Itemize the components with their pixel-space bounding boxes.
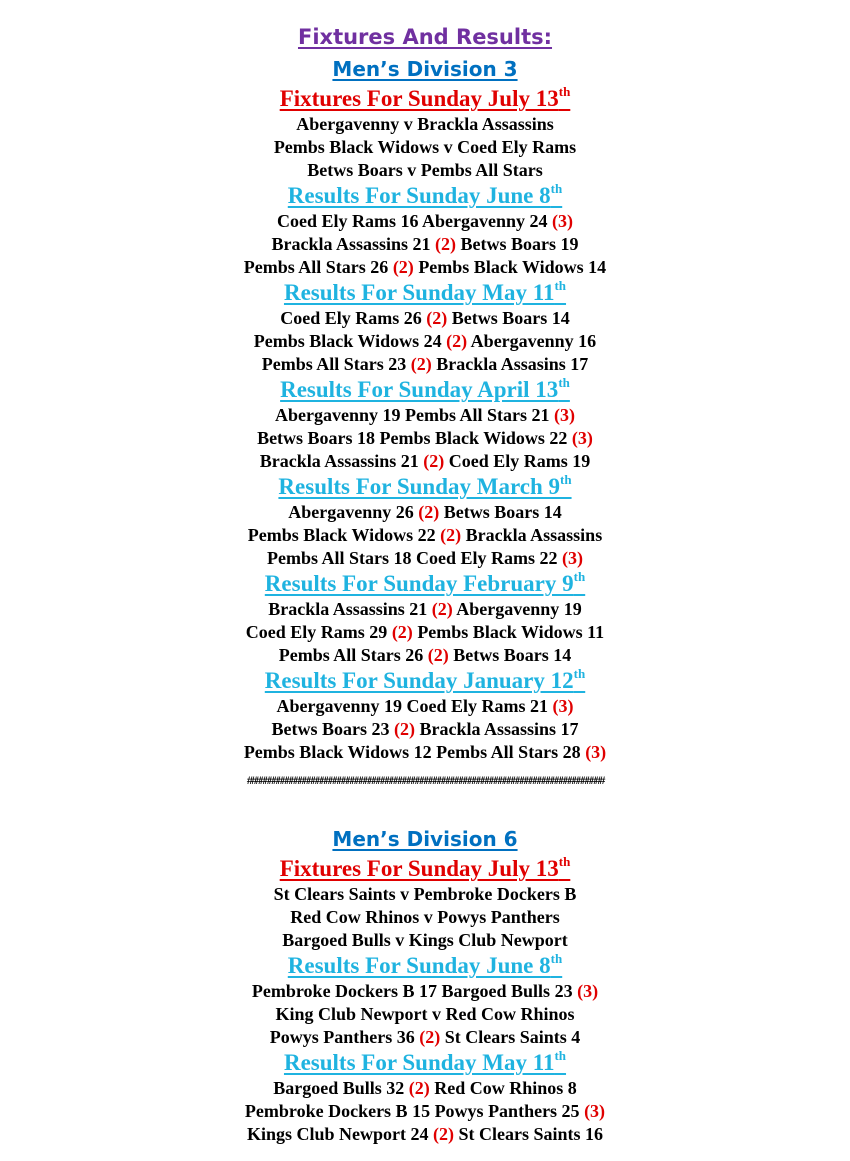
division-6-section: [0, 823, 850, 1146]
result-line: [0, 501, 850, 524]
result-line: [0, 210, 850, 233]
result-line: [0, 450, 850, 473]
result-text-after: Brackla Assassins 17: [414, 719, 579, 739]
points-badge: (3): [571, 428, 593, 448]
match-text: Bargoed Bulls v Kings Club Newport: [282, 930, 568, 950]
result-text-before: Abergavenny 26: [288, 502, 419, 522]
section-separator: ##################################################################################: [246, 776, 604, 788]
heading-label: Results For Sunday June 8: [287, 183, 551, 208]
heading-ordinal-suffix: th: [550, 181, 563, 196]
heading-ordinal-suffix: th: [560, 472, 572, 487]
points-badge: (3): [562, 548, 583, 568]
points-badge: (2): [408, 1078, 430, 1098]
result-text-before: Pembs All Stars 18 Coed Ely Rams 22: [266, 548, 562, 568]
result-text-after: Abergavenny 19: [452, 599, 582, 619]
result-line: [0, 256, 850, 279]
heading-ordinal-suffix: th: [573, 569, 586, 584]
result-text-after: Brackla Assasins 17: [431, 354, 589, 374]
points-badge: (2): [431, 599, 453, 619]
result-text-before: Bargoed Bulls 32: [273, 1078, 409, 1098]
points-badge: (3): [584, 1101, 606, 1121]
heading-label: Results For Sunday May 11: [283, 1050, 555, 1075]
result-text-after: St Clears Saints 16: [454, 1124, 604, 1144]
result-text-before: Pembroke Dockers B 17 Bargoed Bulls 23: [251, 981, 578, 1001]
result-text-before: Brackla Assassins 21: [268, 599, 432, 619]
heading-ordinal-suffix: th: [558, 854, 571, 869]
result-text-before: Pembs Black Widows 24: [253, 331, 447, 351]
division-3-section: [0, 53, 850, 764]
fixtures-heading: [0, 85, 850, 113]
result-text-after: Brackla Assassins: [461, 525, 603, 545]
page-title: Fixtures And Results:: [297, 25, 553, 49]
result-text-before: Betws Boars 23: [271, 719, 394, 739]
results-heading: [0, 473, 850, 501]
result-text-before: Abergavenny 19 Coed Ely Rams 21: [276, 696, 553, 716]
result-line: [0, 233, 850, 256]
fixture-line: [0, 136, 850, 159]
result-line: [0, 1100, 850, 1123]
result-text-before: Pembs All Stars 23: [261, 354, 411, 374]
fixture-line: [0, 929, 850, 952]
points-badge: (2): [423, 451, 445, 471]
result-text-after: Betws Boars 14: [448, 645, 572, 665]
match-text: Abergavenny v Brackla Assassins: [296, 114, 554, 134]
result-text-after: Betws Boars 14: [439, 502, 562, 522]
match-text: Red Cow Rhinos v Powys Panthers: [290, 907, 560, 927]
result-line: [0, 353, 850, 376]
results-heading: [0, 1049, 850, 1077]
result-line: [0, 307, 850, 330]
results-heading: [0, 667, 850, 695]
heading-ordinal-suffix: th: [550, 951, 563, 966]
result-text-before: Pembs Black Widows 22: [247, 525, 441, 545]
heading-ordinal-suffix: th: [554, 1048, 567, 1063]
result-line: [0, 547, 850, 570]
match-text: Betws Boars v Pembs All Stars: [307, 160, 543, 180]
fixture-line: [0, 159, 850, 182]
points-badge: (3): [552, 696, 574, 716]
fixture-line: [0, 906, 850, 929]
results-heading: [0, 376, 850, 404]
points-badge: (3): [552, 211, 573, 231]
result-text-before: Coed Ely Rams 26: [280, 308, 427, 328]
heading-label: Results For Sunday June 8: [287, 953, 551, 978]
points-badge: (2): [418, 502, 440, 522]
heading-label: Fixtures For Sunday July 13: [279, 856, 559, 881]
points-badge: (2): [427, 645, 449, 665]
heading-ordinal-suffix: th: [573, 666, 586, 681]
points-badge: (2): [410, 354, 432, 374]
points-badge: (2): [419, 1027, 441, 1047]
result-line: [0, 980, 850, 1003]
result-line: [0, 718, 850, 741]
heading-label: Results For Sunday May 11: [283, 280, 555, 305]
match-text: Pembs Black Widows v Coed Ely Rams: [273, 137, 577, 157]
points-badge: (2): [440, 525, 462, 545]
fixtures-heading: [0, 855, 850, 883]
points-badge: (2): [392, 257, 414, 277]
points-badge: (2): [393, 719, 415, 739]
result-line: [0, 1077, 850, 1100]
heading-label: Results For Sunday March 9: [278, 474, 560, 499]
heading-label: Results For Sunday February 9: [264, 571, 574, 596]
result-text-after: Pembs Black Widows 14: [413, 257, 607, 277]
result-text-before: Betws Boars 18 Pembs Black Widows 22: [257, 428, 572, 448]
result-text-after: Pembs Black Widows 11: [412, 622, 605, 642]
division-title: Men’s Division 6: [332, 827, 518, 851]
results-heading: [0, 182, 850, 210]
points-badge: (3): [554, 405, 575, 425]
result-line: [0, 1003, 850, 1026]
points-badge: (3): [585, 742, 607, 762]
points-badge: (3): [577, 981, 599, 1001]
fixture-line: [0, 883, 850, 906]
match-text: St Clears Saints v Pembroke Dockers B: [273, 884, 577, 904]
result-line: [0, 644, 850, 667]
result-text-before: Brackla Assassins 21: [259, 451, 424, 471]
result-line: [0, 1123, 850, 1146]
result-text-after: Betws Boars 19: [456, 234, 579, 254]
heading-label: Results For Sunday April 13: [280, 377, 559, 402]
heading-ordinal-suffix: th: [558, 84, 571, 99]
results-heading: [0, 952, 850, 980]
result-line: [0, 598, 850, 621]
result-text-after: Abergavenny 16: [467, 331, 597, 351]
result-text-before: Pembroke Dockers B 15 Powys Panthers 25: [244, 1101, 585, 1121]
result-text-before: Brackla Assassins 21: [271, 234, 436, 254]
division-title: Men’s Division 3: [332, 57, 518, 81]
result-line: [0, 1026, 850, 1049]
result-text-after: Coed Ely Rams 19: [444, 451, 591, 471]
result-line: [0, 741, 850, 764]
result-text-before: Coed Ely Rams 16 Abergavenny 24: [276, 211, 552, 231]
points-badge: (2): [391, 622, 413, 642]
match-text: King Club Newport v Red Cow Rhinos: [275, 1004, 575, 1024]
result-text-before: Coed Ely Rams 29: [245, 622, 392, 642]
result-text-before: Pembs All Stars 26: [278, 645, 428, 665]
result-line: [0, 427, 850, 450]
points-badge: (2): [435, 234, 457, 254]
heading-ordinal-suffix: th: [554, 278, 567, 293]
result-text-before: Pembs All Stars 26: [243, 257, 393, 277]
points-badge: (2): [433, 1124, 454, 1144]
result-line: [0, 621, 850, 644]
result-text-after: Betws Boars 14: [447, 308, 570, 328]
heading-label: Results For Sunday January 12: [264, 668, 574, 693]
result-text-before: Kings Club Newport 24: [246, 1124, 433, 1144]
result-line: [0, 524, 850, 547]
results-heading: [0, 279, 850, 307]
result-line: [0, 695, 850, 718]
heading-label: Fixtures For Sunday July 13: [279, 86, 559, 111]
result-text-after: St Clears Saints 4: [440, 1027, 581, 1047]
points-badge: (2): [426, 308, 448, 328]
result-line: [0, 330, 850, 353]
results-heading: [0, 570, 850, 598]
result-text-before: Pembs Black Widows 12 Pembs All Stars 28: [243, 742, 586, 762]
heading-ordinal-suffix: th: [558, 375, 570, 390]
result-text-before: Abergavenny 19 Pembs All Stars 21: [275, 405, 554, 425]
result-text-after: Red Cow Rhinos 8: [429, 1078, 577, 1098]
fixture-line: [0, 113, 850, 136]
result-line: [0, 404, 850, 427]
points-badge: (2): [446, 331, 468, 351]
result-text-before: Powys Panthers 36: [269, 1027, 420, 1047]
